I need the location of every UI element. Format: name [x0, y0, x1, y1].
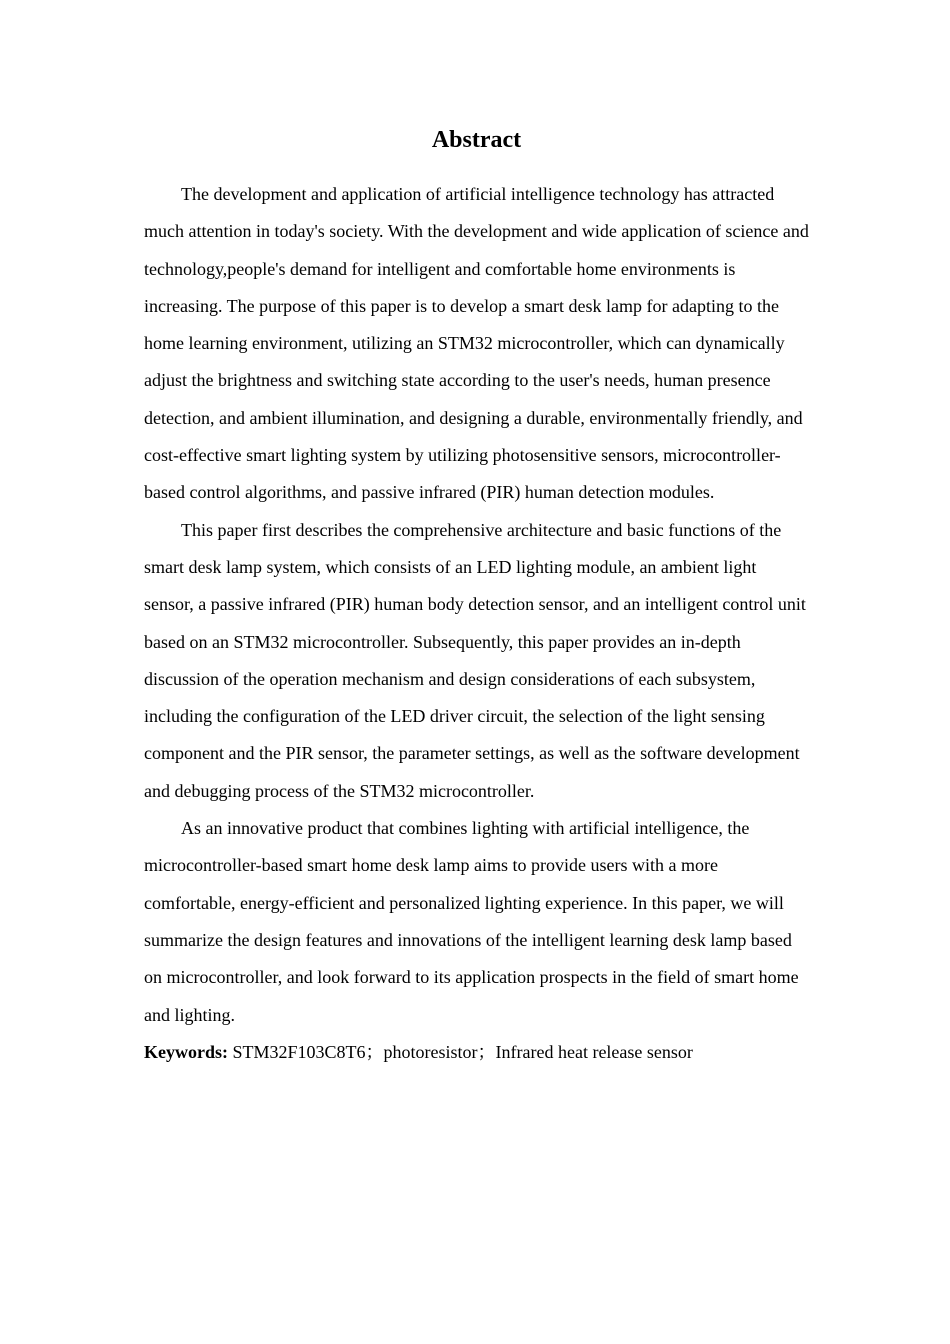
- abstract-page: [144, 124, 809, 1071]
- abstract-title: Abstract: [431, 127, 522, 153]
- abstract-paragraph-1: The development and application of artificial intelligence technology has attracted much attention in today's society. With the development and wide application of science and technology,people's demand for intelligent and comfortable home environments is increasing. The purpose of this paper is to develop a smart desk lamp for adapting to the home learning environment, utilizing an STM32 microcontroller, which can dynamically adjust the brightness and switching state according to the user's needs, human presence detection, and ambient illumination, and designing a durable, environmentally friendly, and cost-effective smart lighting system by utilizing photosensitive sensors, microcontroller-based control algorithms, and passive infrared (PIR) human detection modules.: [144, 184, 809, 503]
- abstract-paragraph-3: As an innovative product that combines lighting with artificial intelligence, the microcontroller-based smart home desk lamp aims to provide users with a more comfortable, energy-efficient and personalized lighting experience. In this paper, we will summarize the design features and innovations of the intelligent learning desk lamp based on microcontroller, and look forward to its application prospects in the field of smart home and lighting.: [144, 818, 799, 1025]
- keywords-line: [144, 1034, 809, 1071]
- abstract-paragraph-2: This paper first describes the comprehensive architecture and basic functions of the smart desk lamp system, which consists of an LED lighting module, an ambient light sensor, a passive infrared (PIR) human body detection sensor, and an intelligent control unit based on an STM32 microcontroller. Subsequently, this paper provides an in-depth discussion of the operation mechanism and design considerations of each subsystem, including the configuration of the LED driver circuit, the selection of the light sensing component and the PIR sensor, the parameter settings, as well as the software development and debugging process of the STM32 microcontroller.: [144, 519, 806, 801]
- keywords-label: Keywords:: [144, 1041, 228, 1062]
- keywords-text: STM32F103C8T6；photoresistor；Infrared heat release sensor: [228, 1041, 693, 1062]
